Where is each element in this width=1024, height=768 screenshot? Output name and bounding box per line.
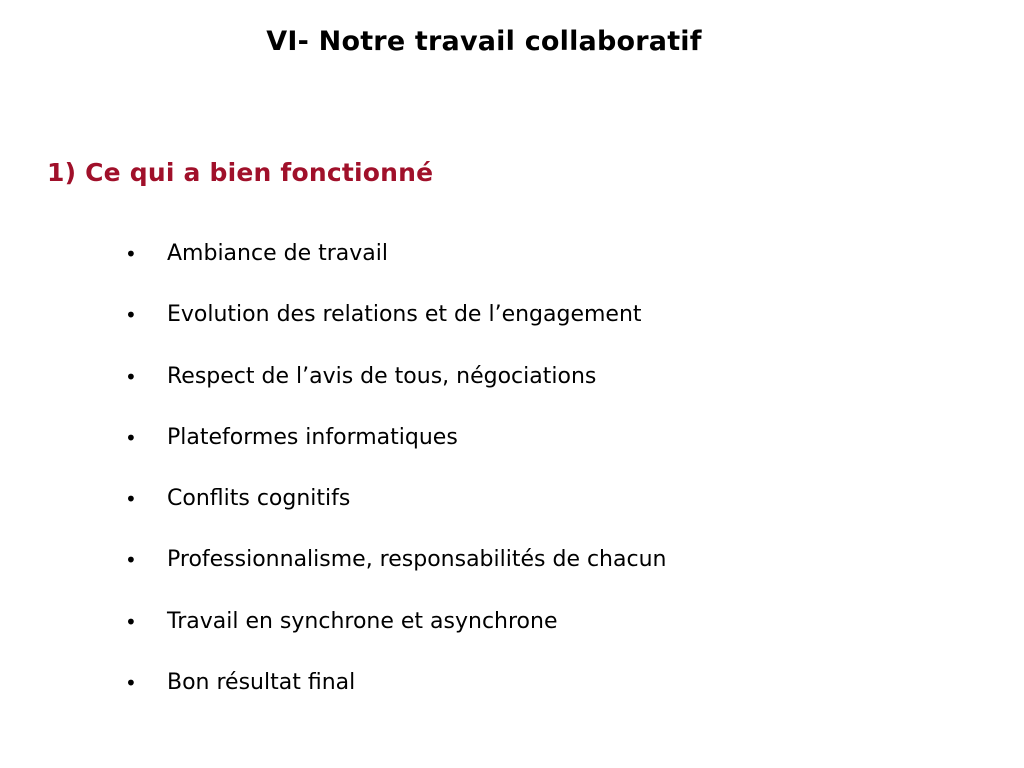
bullet-icon: •	[125, 425, 137, 450]
bullet-icon: •	[125, 303, 137, 328]
bullet-icon: •	[125, 364, 137, 389]
bullet-list	[125, 236, 666, 726]
list-item-text: Conflits cognitifs	[167, 486, 351, 512]
list-item-text: Bon résultat final	[167, 670, 356, 696]
list-item	[125, 542, 666, 603]
list-item	[125, 481, 666, 542]
list-item	[125, 420, 666, 481]
slide-title: VI- Notre travail collaboratif	[266, 26, 702, 57]
list-item-text: Respect de l’avis de tous, négociations	[167, 363, 597, 389]
list-item	[125, 359, 666, 420]
list-item-text: Professionnalisme, responsabilités de chacun	[167, 547, 667, 573]
list-item-text: Plateformes informatiques	[167, 424, 458, 450]
bullet-icon: •	[125, 609, 137, 634]
bullet-icon: •	[125, 242, 137, 266]
list-item	[125, 665, 666, 726]
bullet-icon: •	[125, 548, 137, 573]
list-item	[125, 604, 666, 665]
list-item	[125, 297, 666, 358]
list-item	[125, 236, 666, 297]
bullet-icon: •	[125, 671, 137, 696]
section-heading: 1) Ce qui a bien fonctionné	[47, 158, 434, 187]
list-item-text: Evolution des relations et de l’engagement	[167, 302, 642, 328]
bullet-icon: •	[125, 487, 137, 512]
list-item-text: Ambiance de travail	[167, 241, 388, 266]
list-item-text: Travail en synchrone et asynchrone	[167, 608, 558, 634]
